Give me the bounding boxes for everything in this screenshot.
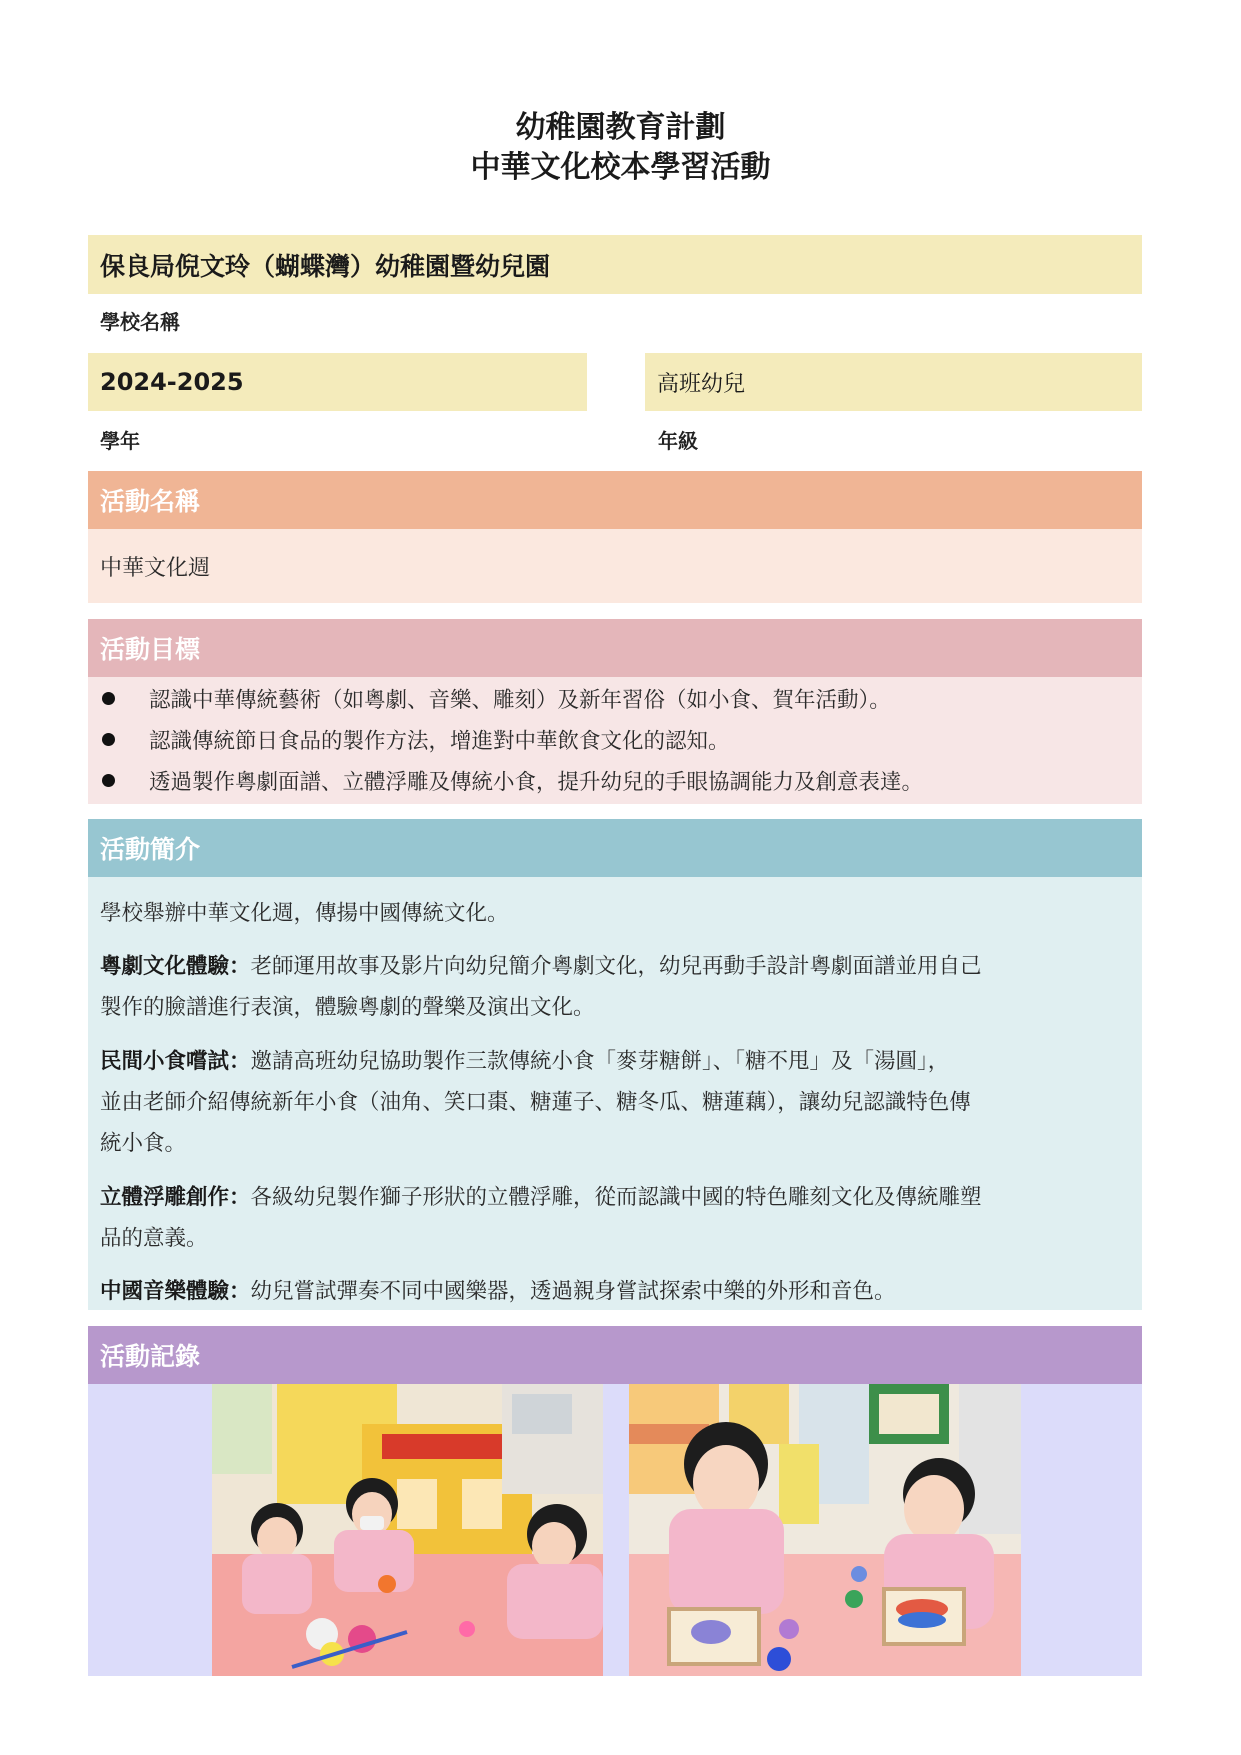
activity-photo-2 <box>629 1384 1021 1676</box>
intro-body <box>88 877 1142 1310</box>
activity-name-value: 中華文化週 <box>100 555 211 581</box>
bullet-icon <box>102 774 115 787</box>
page-title: 幼稚園教育計劃 <box>515 110 726 145</box>
intro-paragraph-relief: 立體浮雕創作：各級幼兒製作獅子形狀的立體浮雕，從而認識中國的特色雕刻文化及傳統雕塑 品的意義。 <box>100 1185 982 1251</box>
record-heading: 活動記錄 <box>88 1326 1142 1384</box>
intro-paragraph-opera: 粵劇文化體驗：老師運用故事及影片向幼兒簡介粵劇文化，幼兒再動手設計粵劇面譜並用自己 製作的臉譜進行表演，體驗粵劇的聲樂及演出文化。 <box>100 954 982 1020</box>
bullet-icon <box>102 733 115 746</box>
school-name-box <box>88 235 1142 294</box>
grade-label: 年級 <box>658 429 698 453</box>
school-year-label: 學年 <box>100 429 140 453</box>
objective-item: 認識傳統節日食品的製作方法，增進對中華飲食文化的認知。 <box>88 719 1142 760</box>
objective-item: 認識中華傳統藝術（如粵劇、音樂、雕刻）及新年習俗（如小食、賀年活動）。 <box>88 678 1142 719</box>
objectives-body <box>88 677 1142 804</box>
school-name: 保良局倪文玲（蝴蝶灣）幼稚園暨幼兒園 <box>100 251 551 281</box>
page-subtitle: 中華文化校本學習活動 <box>470 150 771 185</box>
intro-paragraph-music: 中國音樂體驗：幼兒嘗試彈奏不同中國樂器，透過親身嘗試探索中樂的外形和音色。 <box>100 1279 896 1304</box>
grade-box <box>645 353 1142 411</box>
school-year-box <box>88 353 587 411</box>
school-year-value: 2024-2025 <box>100 368 244 396</box>
intro-heading: 活動簡介 <box>88 819 1142 877</box>
intro-paragraph-snacks: 民間小食嚐試：邀請高班幼兒協助製作三款傳統小食「麥芽糖餅」、「糖不甩」及「湯圓」， 並由老師介紹傳統新年小食（油角、笑口棗、糖蓮子、糖冬瓜、糖蓮藕），讓幼兒認識特色傳 統小食。 <box>100 1049 971 1156</box>
bullet-icon <box>102 692 115 705</box>
school-name-label: 學校名稱 <box>100 310 180 334</box>
grade-value: 高班幼兒 <box>657 371 746 397</box>
intro-lead: 學校舉辦中華文化週，傳揚中國傳統文化。 <box>100 901 509 926</box>
objectives-heading: 活動目標 <box>88 619 1142 677</box>
activity-name-body <box>88 529 1142 603</box>
objective-item: 透過製作粵劇面譜、立體浮雕及傳統小食，提升幼兒的手眼協調能力及創意表達。 <box>88 760 1142 801</box>
activity-name-heading: 活動名稱 <box>88 471 1142 529</box>
activity-photo-1 <box>212 1384 603 1676</box>
